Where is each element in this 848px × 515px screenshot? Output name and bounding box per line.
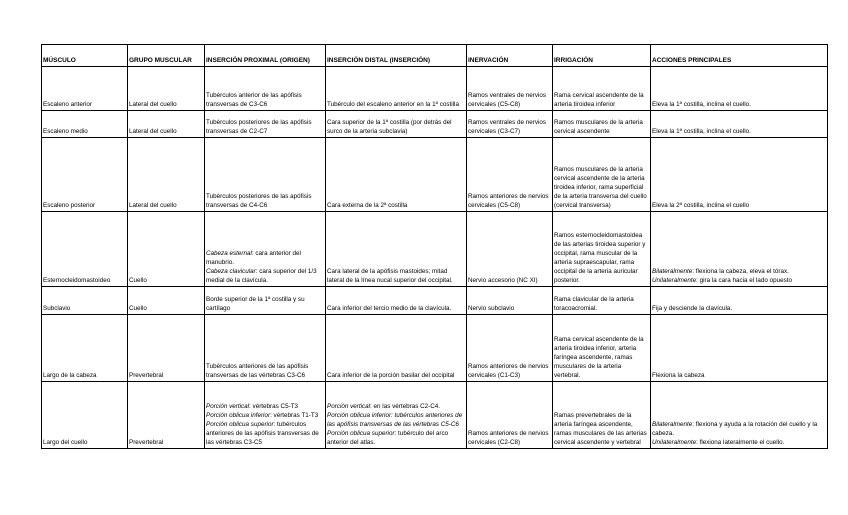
cell-actions: Eleva la 2ª costilla, inclina el cuello: [651, 138, 828, 212]
cell-proximal: Tubérculos posteriores de las apófisis transversas de C4-C6: [205, 138, 326, 212]
cell-part-text: : tubérculos anteriores de las apófisis transversas de las vértebras C3-C5: [206, 421, 319, 446]
cell-muscle: Esternocleidomastoideo: [42, 212, 128, 287]
cell-proximal: [205, 382, 326, 449]
cell-part-text: : vértebras T1-T3: [270, 412, 319, 419]
cell-part-text: : cara anterior del manubrio.: [206, 250, 301, 266]
cell-group: Lateral del cuello: [128, 111, 205, 138]
cell-part-text: : flexiona la cabeza, eleva el tórax.: [692, 268, 789, 275]
muscle-table: [41, 44, 828, 449]
table-row: [42, 111, 828, 138]
cell-nerve: Nervio subclavio: [467, 287, 553, 315]
cell-part-label: Unilateralmente: [652, 439, 697, 446]
header-proximal: INSERCIÓN PROXIMAL (ORIGEN): [205, 45, 326, 67]
cell-group: Cuello: [128, 287, 205, 315]
cell-actions: Eleva la 1ª costilla, inclina el cuello.: [651, 111, 828, 138]
cell-part-text: : en las vértebras C2-C4.: [370, 403, 441, 410]
cell-part-label: Porción oblicua inferior: [206, 412, 271, 419]
cell-part-label: Porción oblicua inferior: tubérculos anteriores de las apófisis transversas de las vértebras C5-C6: [327, 412, 463, 428]
cell-actions: [651, 382, 828, 449]
cell-group: Prevertebral: [128, 382, 205, 449]
header-group: GRUPO MUSCULAR: [128, 45, 205, 67]
cell-group: Lateral del cuello: [128, 138, 205, 212]
cell-blood: Rama clavicular de la arteria toracoacromial.: [553, 287, 651, 315]
cell-proximal: Borde superior de la 1ª costilla y su cartílago: [205, 287, 326, 315]
cell-actions: Flexiona la cabeza: [651, 315, 828, 382]
cell-proximal: Tubérculos posteriores de las apófisis transversas de C2-C7: [205, 111, 326, 138]
cell-part-label: Porción vertical: [206, 403, 250, 410]
cell-actions: [651, 212, 828, 287]
cell-distal: Cara externa de la 2ª costilla: [326, 138, 467, 212]
cell-part-text: : flexiona y ayuda a la rotación del cuello y la cabeza.: [652, 421, 818, 437]
cell-part-label: Porción oblicua superior: [327, 430, 395, 437]
header-distal: INSERCIÓN DISTAL (INSERCIÓN): [326, 45, 467, 67]
cell-muscle: Escaleno medio: [42, 111, 128, 138]
cell-part-text: : tubérculo del arco anterior del atlas.: [327, 430, 449, 446]
cell-muscle: Escaleno posterior: [42, 138, 128, 212]
cell-blood: Rama cervical ascendente de la arteria tiroidea inferior: [553, 67, 651, 111]
cell-distal: Cara inferior del tercio medio de la clavícula.: [326, 287, 467, 315]
cell-part-label: Porción vertical: [327, 403, 371, 410]
table-row: [42, 67, 828, 111]
header-row: [42, 45, 828, 67]
cell-blood: Rama cervical ascendente de la arteria tiroidea inferior, arteria faríngea ascendente, ramas musculares de la arteria vertebral.: [553, 315, 651, 382]
cell-blood: Ramos musculares de la arteria cervical ascendente: [553, 111, 651, 138]
cell-part-label: Unilateralmente: [652, 277, 697, 284]
cell-group: Cuello: [128, 212, 205, 287]
table-row: [42, 212, 828, 287]
cell-nerve: Ramos ventrales de nervios cervicales (C3-C7): [467, 111, 553, 138]
cell-nerve: Ramos ventrales de nervios cervicales (C5-C8): [467, 67, 553, 111]
cell-nerve: Nervio accesorio (NC XI): [467, 212, 553, 287]
table-row: [42, 315, 828, 382]
cell-blood: Ramas prevertebrales de la arteria faríngea ascendente, ramas musculares de las arterias cervical ascendente y vertebral: [553, 382, 651, 449]
cell-group: Prevertebral: [128, 315, 205, 382]
cell-proximal: [205, 212, 326, 287]
table-row: [42, 382, 828, 449]
cell-actions: Eleva la 1ª costilla, inclina el cuello.: [651, 67, 828, 111]
cell-part-label: Porción oblicua superior: [206, 421, 274, 428]
cell-muscle: Subclavio: [42, 287, 128, 315]
cell-blood: Ramos musculares de la arteria cervical ascendente de la arteria tiroidea inferior, rama superficial de la arteria transversa del cuello (cervical transversa): [553, 138, 651, 212]
cell-muscle: Largo de la cabeza: [42, 315, 128, 382]
cell-proximal: Tubérculos anterior de las apófisis transversas de C3-C6: [205, 67, 326, 111]
cell-proximal: Tubérculos anteriores de las apófisis transversas de las vértebras C3-C6: [205, 315, 326, 382]
table-row: [42, 287, 828, 315]
cell-distal: Cara superior de la 1ª costilla (por detrás del surco de la arteria subclavia): [326, 111, 467, 138]
cell-nerve: Ramos anteriores de nervios cervicales (C2-C8): [467, 382, 553, 449]
cell-distal: Tubérculo del escaleno anterior en la 1ª costilla: [326, 67, 467, 111]
cell-nerve: Ramos anteriores de nervios cervicales (C1-C3): [467, 315, 553, 382]
header-actions: ACCIONES PRINCIPALES: [651, 45, 828, 67]
table-row: [42, 138, 828, 212]
cell-actions: Fija y desciende la clavícula.: [651, 287, 828, 315]
cell-muscle: Largo del cuello: [42, 382, 128, 449]
cell-distal: [326, 382, 467, 449]
cell-nerve: Ramos anteriores de nervios cervicales (C5-C8): [467, 138, 553, 212]
cell-muscle: Escaleno anterior: [42, 67, 128, 111]
cell-part-label: Cabeza esternal: [206, 250, 252, 257]
cell-distal: Cara lateral de la apófisis mastoides; mitad lateral de la línea nucal superior del occipital.: [326, 212, 467, 287]
header-muscle: MÚSCULO: [42, 45, 128, 67]
cell-part-text: : gira la cara hacia el lado opuesto: [696, 277, 793, 284]
cell-blood: Ramos esternocleidomastoidea de las arterias tiroidea superior y occipital, rama muscular de la arteria supraescapular, rama occipital de la arteria auricular posterior.: [553, 212, 651, 287]
cell-group: Lateral del cuello: [128, 67, 205, 111]
cell-part-text: : vértebras C5-T3: [249, 403, 299, 410]
cell-part-label: Cabeza clavicular: [206, 268, 256, 275]
cell-part-text: : flexiona lateralmente el cuello.: [696, 439, 785, 446]
cell-part-label: Bilateralmente: [652, 421, 693, 428]
cell-distal: Cara inferior de la porción basilar del occipital: [326, 315, 467, 382]
header-blood: IRRIGACIÓN: [553, 45, 651, 67]
cell-part-label: Bilateralmente: [652, 268, 693, 275]
header-nerve: INERVACIÓN: [467, 45, 553, 67]
cell-part-text: : cara superior del 1/3 medial de la clavícula.: [206, 268, 317, 284]
